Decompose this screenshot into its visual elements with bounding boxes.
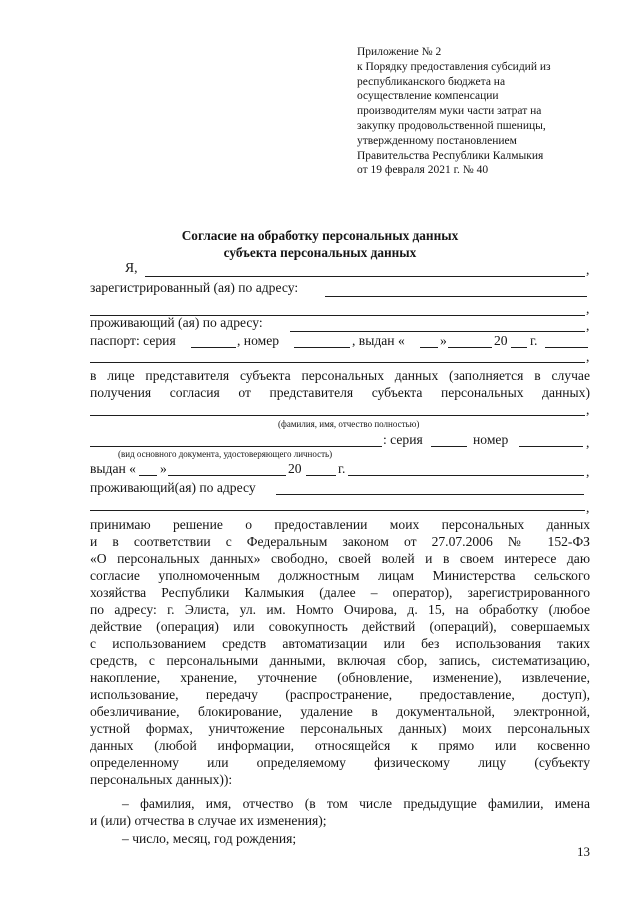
body-line: накопление, хранение, уточнение (обновление, изменение), извлечение, [90,670,590,685]
label-issued: , выдан « [352,333,405,348]
appendix-note [357,45,551,178]
fio-field[interactable] [145,276,585,277]
appendix-line: Приложение № 2 [357,46,442,58]
issue-day-field[interactable] [420,347,438,348]
label-number2: номер [473,432,509,447]
body-line: действие (операция) или совокупность действий (операций), совершаемых [90,619,590,634]
body-line: согласие уполномоченным должностным лицам Министерства сельского [90,568,590,583]
body-line: с использованием средств автоматизации или без использования таких [90,636,590,651]
body-line: данных (любой информации, относящейся к прямо или косвенно [90,738,590,753]
issue-year-field[interactable] [511,347,527,348]
appendix-line: осуществление компенсации [357,90,499,103]
appendix-line: республиканского бюджета на [357,75,506,88]
year-prefix: 20 [288,461,302,476]
representative-number-field[interactable] [519,446,583,447]
comma: , [586,349,590,364]
body-line: определенному или определяемому физическому лицу (субъекту [90,755,590,770]
appendix-line: к Порядку предоставления субсидий из [357,60,551,73]
comma: , [586,435,590,450]
passport-series-field[interactable] [191,347,236,348]
rep-issued-by-field[interactable] [348,475,584,476]
list-item: – число, месяц, год рождения; [122,831,297,846]
appendix-line: закупку продовольственной пшеницы, [357,119,546,132]
rep-address-field-2[interactable] [90,510,585,511]
comma: , [586,301,590,316]
body-line: по адресу: г. Элиста, ул. им. Номто Очирова, д. 15, на обработку (любое [90,602,590,617]
comma: , [586,402,590,417]
year-suffix: г. [338,461,346,476]
appendix-line: утвержденному постановлением [357,134,517,147]
body-line: персональных данных)): [90,772,233,787]
residing-address-field[interactable] [290,331,585,332]
fio-hint: (фамилия, имя, отчество полностью) [278,419,420,429]
label-registered: зарегистрированный (ая) по адресу: [90,280,299,295]
document-title: Согласие на обработку персональных данных [181,228,459,243]
year-suffix: г. [530,333,538,348]
body-line: средств, с персональными данными, включая сбор, запись, систематизацию, [90,653,590,668]
label-issued2: выдан « [90,461,136,476]
body-line: устной формах, уничтожение персональных данных) моих персональных [90,721,590,736]
representative-text: в лице представителя субъекта персональных данных (заполняется в случае [90,368,590,383]
list-item: и (или) отчества в случае их изменения); [90,813,327,828]
body-line: использование, передачу (распространение, предоставление, доступ), [90,687,590,702]
quote-close: » [160,461,167,476]
label-series2: : серия [383,432,423,447]
representative-series-field[interactable] [431,446,467,447]
quote-close: » [440,333,447,348]
issued-by-field[interactable] [545,347,588,348]
label-number: , номер [237,333,280,348]
registered-address-field[interactable] [325,296,587,297]
representative-fio-field[interactable] [90,415,585,416]
page-number: 13 [577,844,590,859]
body-line: принимаю решение о предоставлении моих персональных данных [90,517,590,532]
label-residing: проживающий (ая) по адресу: [90,315,263,330]
appendix-line: Правительства Республики Калмыкия [357,149,544,162]
issued-by-field-2[interactable] [90,362,585,363]
body-line: «О персональных данных» свободно, своей волей и в своем интересе даю [90,551,590,566]
body-line: хозяйства Республики Калмыкия (далее – оператор), зарегистрированного [90,585,590,600]
rep-issue-year-field[interactable] [306,475,336,476]
representative-doc-field[interactable] [90,446,382,447]
body-line: обезличивание, блокирование, удаление в документальной, электронной, [90,704,590,719]
label-ya: Я, [125,260,138,275]
list-item: – фамилия, имя, отчество (в том числе предыдущие фамилии, имена [122,796,590,811]
body-line: и в соответствии с Федеральным законом от 27.07.2006 № 152-ФЗ [90,534,590,549]
comma: , [586,262,590,277]
year-prefix: 20 [494,333,508,348]
comma: , [586,500,590,515]
passport-number-field[interactable] [294,347,350,348]
label-passport-series: паспорт: серия [90,333,176,348]
comma: , [586,464,590,479]
rep-issue-day-field[interactable] [139,475,157,476]
appendix-line: производителям муки части затрат на [357,105,542,118]
appendix-line: от 19 февраля 2021 г. № 40 [357,164,489,177]
rep-issue-month-field[interactable] [168,475,286,476]
doc-hint: (вид основного документа, удостоверяющего личность) [118,449,333,459]
rep-address-field[interactable] [276,494,584,495]
comma: , [586,318,590,333]
issue-month-field[interactable] [448,347,492,348]
document-subtitle: субъекта персональных данных [223,245,417,260]
label-residing2: проживающий(ая) по адресу [90,480,256,495]
representative-text-2: получения согласия от представителя субъекта персональных данных) [90,385,590,400]
